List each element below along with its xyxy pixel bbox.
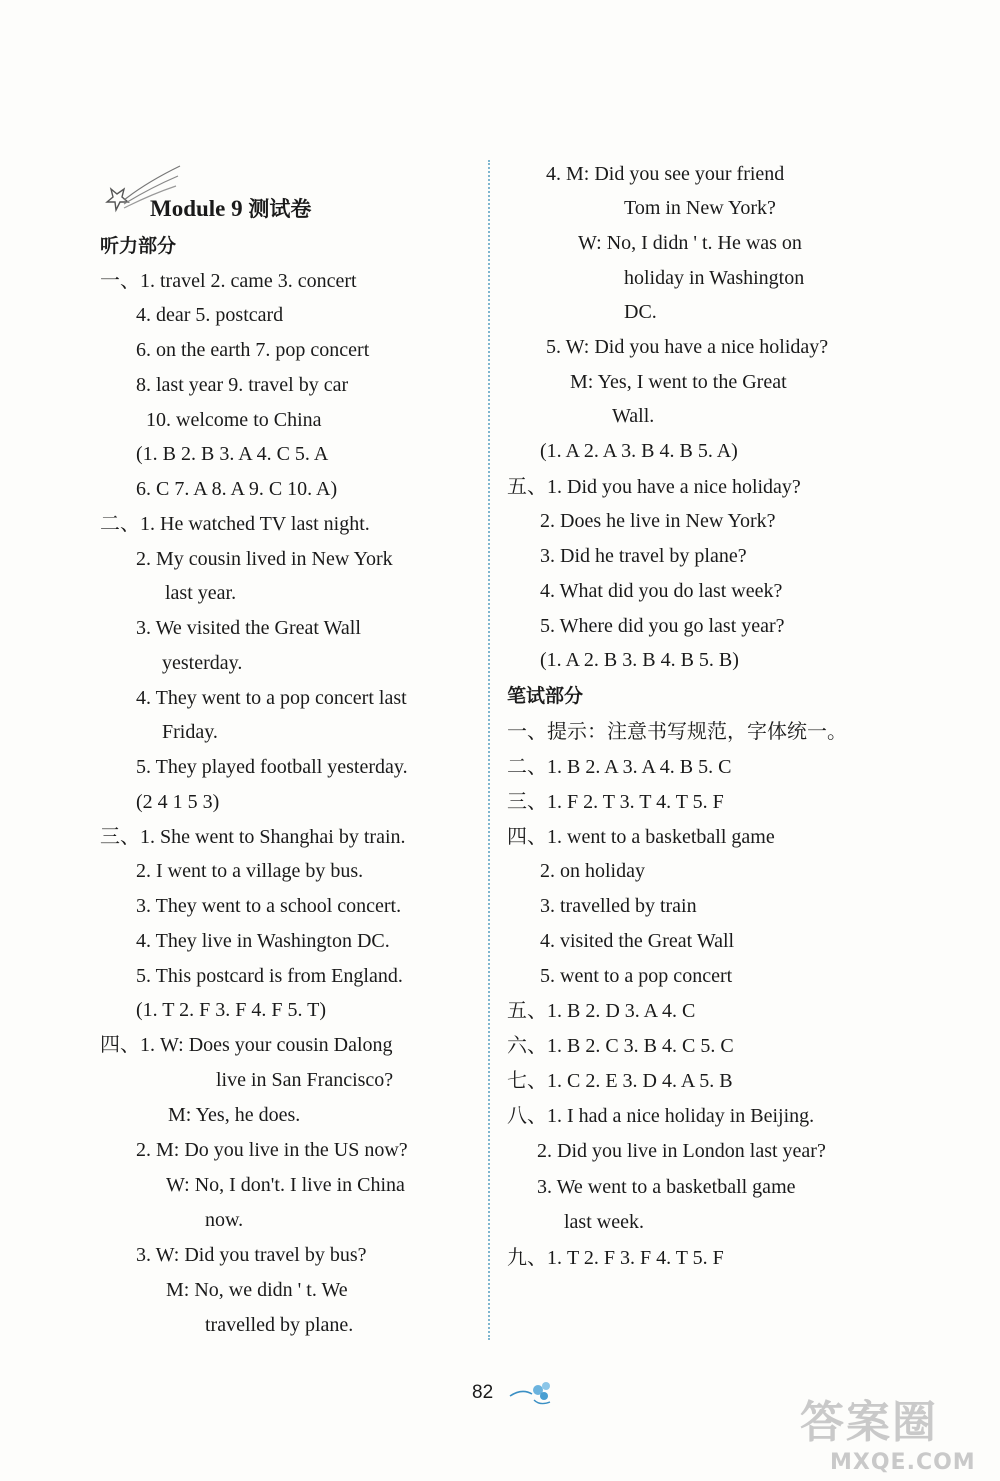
left-line-4: 8. last year 9. travel by car — [136, 374, 349, 396]
right-line-16: 一、提示：注意书写规范，字体统一。 — [507, 721, 847, 743]
right-line-19: 四、1. went to a basketball game — [507, 826, 775, 848]
left-line-3: 6. on the earth 7. pop concert — [136, 339, 370, 361]
right-line-23: 5. went to a pop concert — [540, 965, 733, 987]
right-line-15: (1. A 2. B 3. B 4. B 5. B) — [540, 649, 739, 671]
right-line-27: 八、1. I had a nice holiday in Beijing. — [507, 1105, 815, 1127]
watermark — [772, 1398, 997, 1478]
right-line-20: 2. on holiday — [540, 860, 645, 882]
left-line-16: (2 4 1 5 3) — [136, 791, 220, 813]
watermark-url: MXQE.COM — [830, 1450, 976, 1475]
right-line-29: 3. We went to a basketball game — [537, 1176, 796, 1198]
left-line-7: 6. C 7. A 8. A 9. C 10. A) — [136, 478, 338, 500]
left-line-24: live in San Francisco? — [216, 1069, 394, 1091]
right-line-22: 4. visited the Great Wall — [540, 930, 735, 952]
left-line-13: 4. They went to a pop concert last — [136, 687, 407, 709]
right-line-7: M: Yes, I went to the Great — [570, 371, 787, 393]
right-line-25: 六、1. B 2. C 3. B 4. C 5. C — [507, 1035, 734, 1057]
right-line-10: 五、1. Did you have a nice holiday? — [507, 476, 801, 498]
right-line-1: 4. M: Did you see your friend — [546, 163, 785, 185]
left-line-29: 3. W: Did you travel by bus? — [136, 1244, 367, 1266]
left-line-10: last year. — [165, 582, 237, 604]
leaf-flower-icon — [508, 1378, 556, 1408]
left-line-25: M: Yes, he does. — [168, 1104, 301, 1126]
left-line-31: travelled by plane. — [205, 1314, 354, 1336]
right-line-13: 4. What did you do last week? — [540, 580, 783, 602]
right-line-4: holiday in Washington — [624, 267, 805, 289]
left-line-9: 2. My cousin lived in New York — [136, 548, 393, 570]
right-line-24: 五、1. B 2. D 3. A 4. C — [507, 1000, 696, 1022]
left-line-6: (1. B 2. B 3. A 4. C 5. A — [136, 443, 329, 465]
right-line-6: 5. W: Did you have a nice holiday? — [546, 336, 829, 358]
left-line-27: W: No, I don't. I live in China — [166, 1174, 405, 1196]
right-line-5: DC. — [624, 301, 657, 323]
left-line-20: 4. They live in Washington DC. — [136, 930, 390, 952]
left-line-1: 一、1. travel 2. came 3. concert — [100, 270, 357, 292]
left-line-2: 4. dear 5. postcard — [136, 304, 284, 326]
left-line-22: (1. T 2. F 3. F 4. F 5. T) — [136, 999, 327, 1021]
title-test-paper: 测试卷 — [248, 197, 312, 221]
left-line-23: 四、1. W: Does your cousin Dalong — [100, 1034, 393, 1056]
right-line-9: (1. A 2. A 3. B 4. B 5. A) — [540, 440, 738, 462]
right-line-8: Wall. — [612, 405, 655, 427]
written-heading: 笔试部分 — [507, 685, 584, 707]
left-line-17: 三、1. She went to Shanghai by train. — [100, 826, 406, 848]
right-line-26: 七、1. C 2. E 3. D 4. A 5. B — [507, 1070, 733, 1092]
right-line-21: 3. travelled by train — [540, 895, 697, 917]
left-line-11: 3. We visited the Great Wall — [136, 617, 361, 639]
right-line-30: last week. — [564, 1211, 644, 1233]
left-line-26: 2. M: Do you live in the US now? — [136, 1139, 408, 1161]
left-line-15: 5. They played football yesterday. — [136, 756, 408, 778]
left-line-14: Friday. — [162, 721, 218, 743]
right-line-11: 2. Does he live in New York? — [540, 510, 776, 532]
left-line-30: M: No, we didn ' t. We — [166, 1279, 348, 1301]
right-line-31: 九、1. T 2. F 3. F 4. T 5. F — [507, 1247, 724, 1269]
left-line-18: 2. I went to a village by bus. — [136, 860, 364, 882]
page-number: 82 — [472, 1382, 494, 1403]
right-line-14: 5. Where did you go last year? — [540, 615, 785, 637]
column-divider — [488, 160, 490, 1340]
right-line-3: W: No, I didn ' t. He was on — [578, 232, 802, 254]
left-line-5: 10. welcome to China — [146, 409, 322, 431]
right-line-18: 三、1. F 2. T 3. T 4. T 5. F — [507, 791, 724, 813]
watermark-title: 答案圈 — [800, 1397, 938, 1448]
left-line-19: 3. They went to a school concert. — [136, 895, 402, 917]
title-module: Module 9 — [150, 196, 243, 221]
left-line-8: 二、1. He watched TV last night. — [100, 513, 370, 535]
listening-heading: 听力部分 — [100, 235, 177, 257]
right-line-2: Tom in New York? — [624, 197, 776, 219]
left-line-12: yesterday. — [162, 652, 243, 674]
left-line-28: now. — [205, 1209, 244, 1231]
right-line-17: 二、1. B 2. A 3. A 4. B 5. C — [507, 756, 732, 778]
left-line-21: 5. This postcard is from England. — [136, 965, 403, 987]
right-line-28: 2. Did you live in London last year? — [537, 1140, 826, 1162]
right-line-12: 3. Did he travel by plane? — [540, 545, 747, 567]
page-title — [150, 194, 311, 224]
